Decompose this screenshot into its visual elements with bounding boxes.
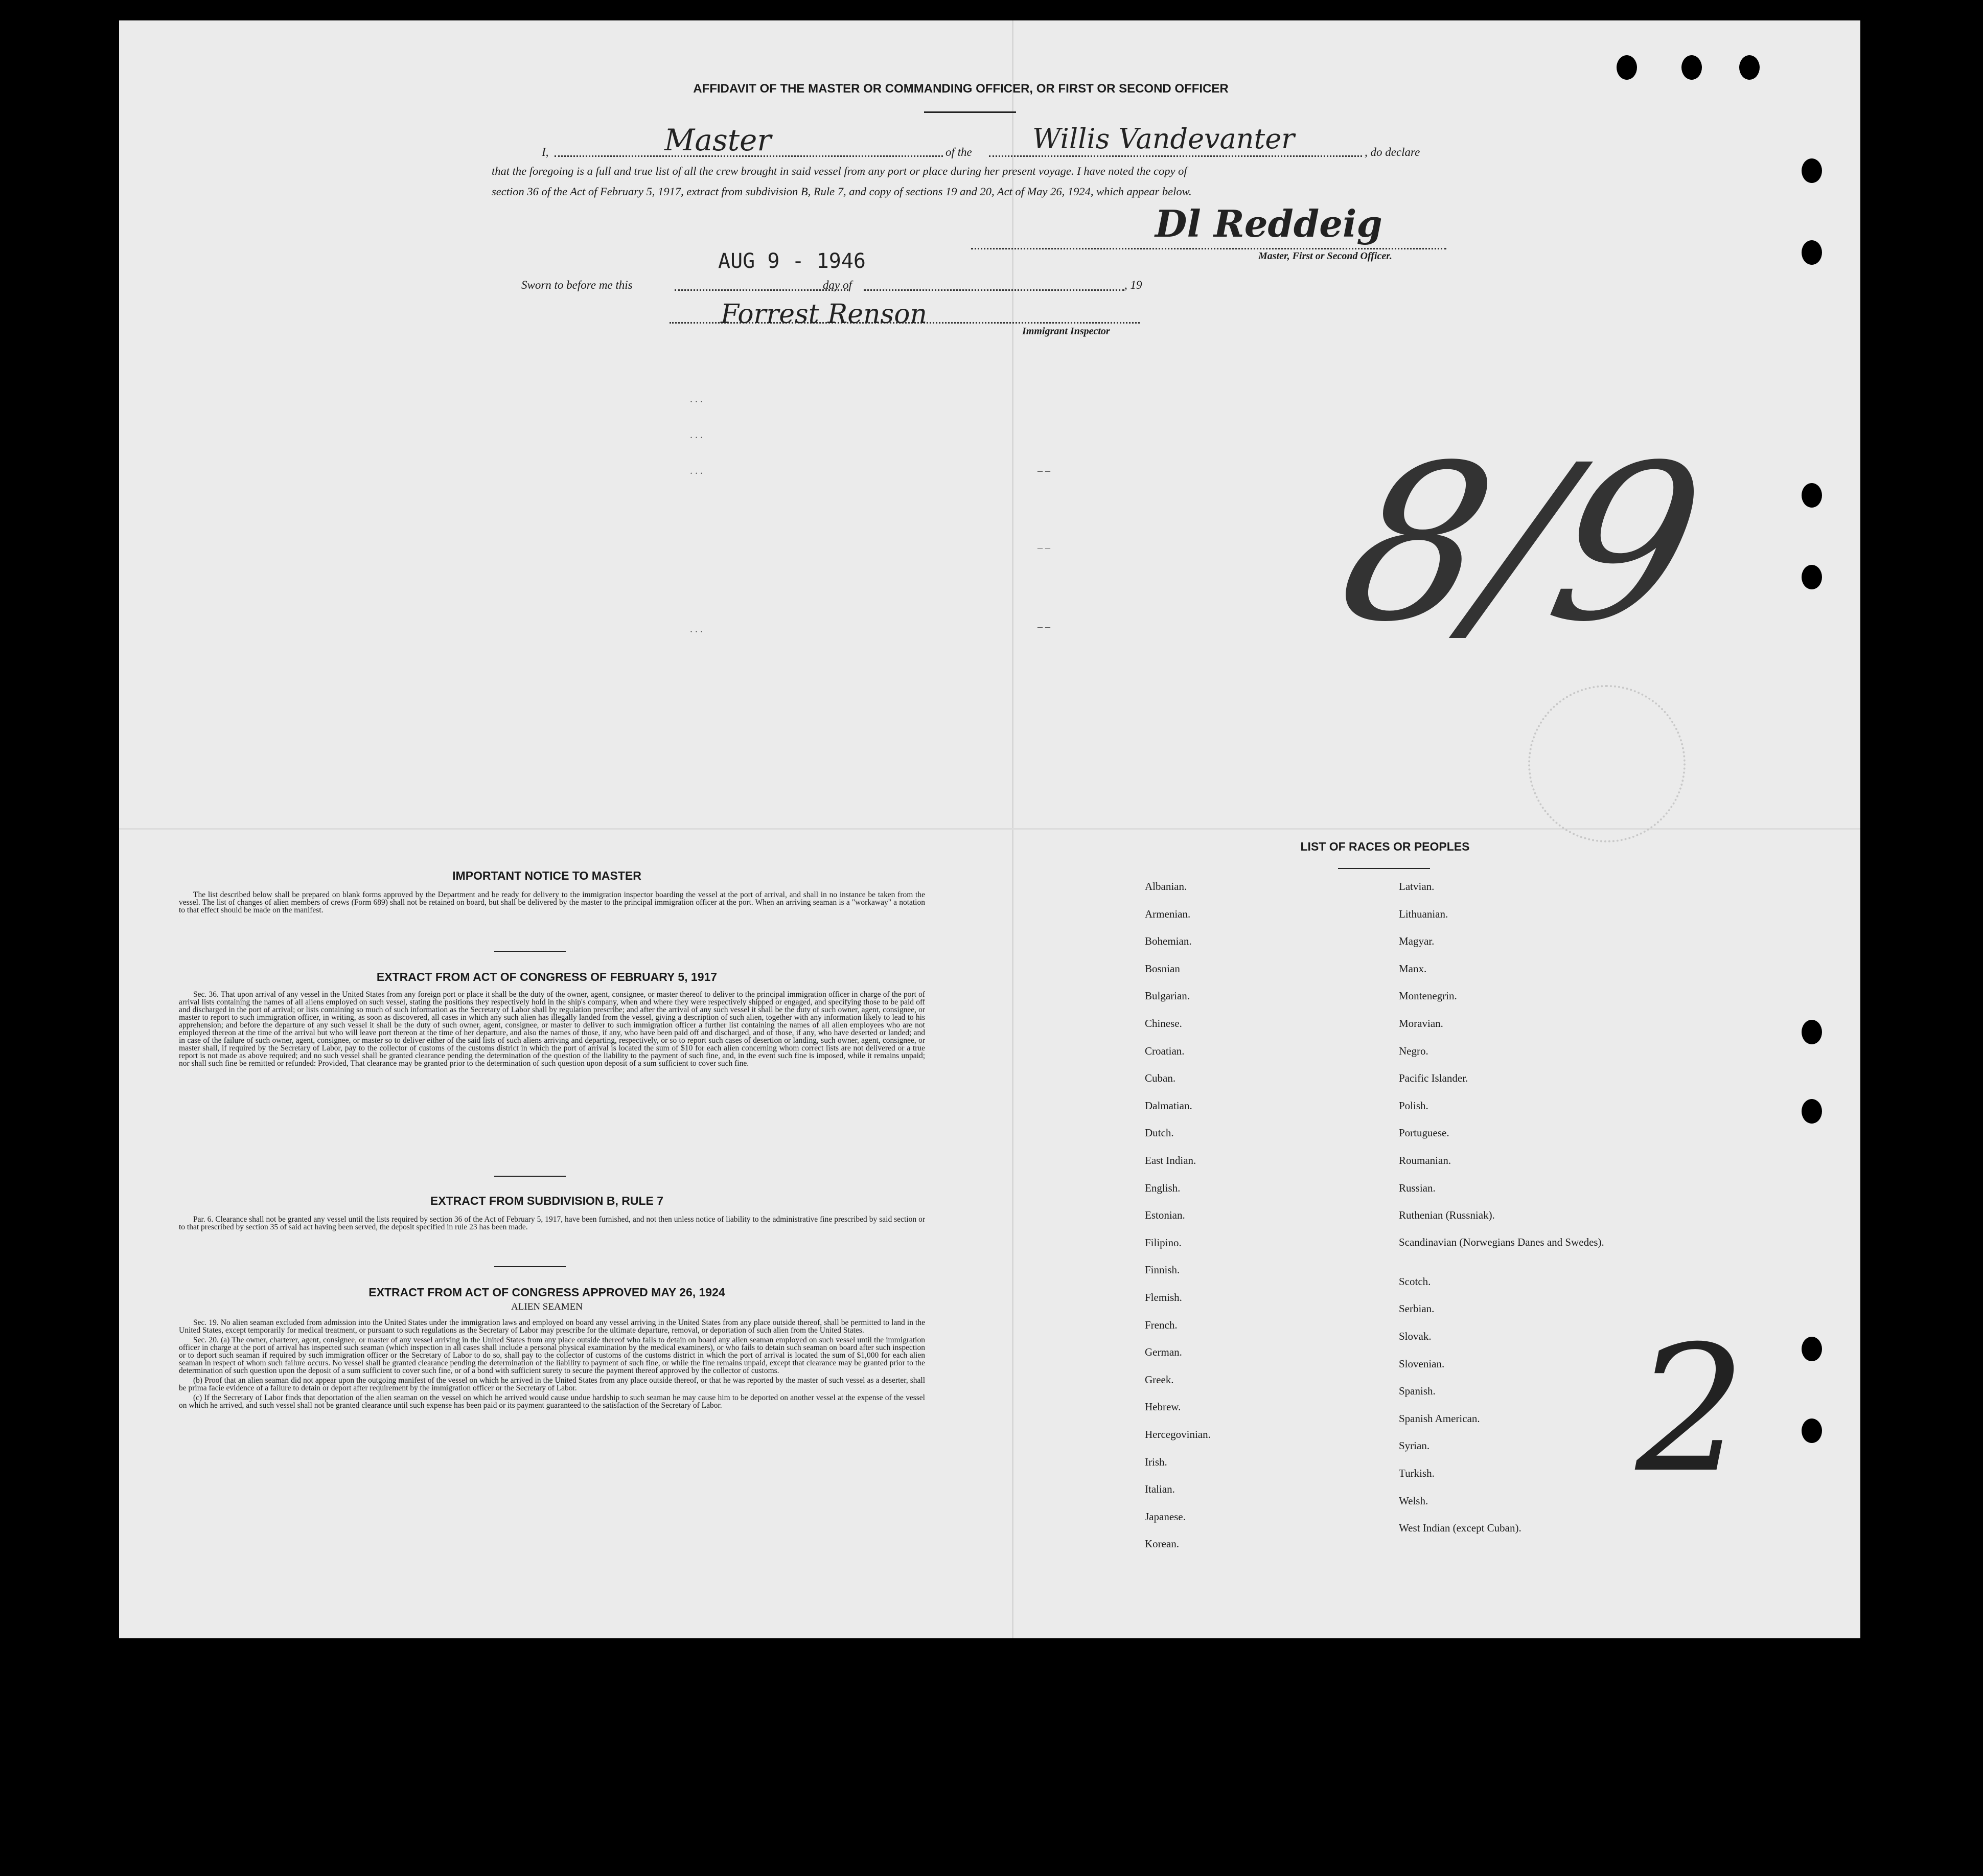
signature-caption: Master, First or Second Officer. xyxy=(1258,250,1392,262)
race-item: West Indian (except Cuban). xyxy=(1399,1522,1521,1535)
punch-hole xyxy=(1802,1419,1822,1443)
race-item: Dutch. xyxy=(1145,1127,1174,1139)
notice-text xyxy=(179,891,925,916)
race-item: Irish. xyxy=(1145,1455,1167,1468)
race-item: Ruthenian (Russniak). xyxy=(1399,1209,1495,1222)
sworn-label: Sworn to before me this xyxy=(521,279,633,291)
extract-1917-title: EXTRACT FROM ACT OF CONGRESS OF FEBRUARY 5, 1917 xyxy=(376,970,718,983)
title-rule xyxy=(924,111,1016,113)
master-signature-handwritten: Dl Reddeig xyxy=(1155,202,1382,245)
race-item: Estonian. xyxy=(1145,1209,1185,1222)
race-item: Scandinavian (Norwegians Danes and Swedes). xyxy=(1399,1236,1604,1248)
notice-paragraph: The list described below shall be prepared on blank forms approved by the Department and be ready for delivery to the immigration inspector boarding the vessel at the port of arrival, and shall in no instance be taken from the vessel. The list of changes of alien members of crews (Form 689) shall not be retained on board, but shall be delivered by the master to the principal immigration officer at the port. When an arriving seaman is a "workaway" a notation to that effect should be made on the manifest. xyxy=(179,890,925,914)
section-rule xyxy=(494,1266,566,1267)
race-item: Spanish. xyxy=(1399,1385,1436,1398)
punch-hole xyxy=(1802,1337,1822,1361)
faint-mark: . . . xyxy=(690,624,703,635)
race-item: Negro. xyxy=(1399,1044,1428,1057)
faint-mark: – – xyxy=(1037,621,1050,632)
punch-hole xyxy=(1802,1020,1822,1044)
handwritten-page-number: 2 xyxy=(1635,1309,1746,1511)
race-item: Chinese. xyxy=(1145,1017,1182,1029)
race-item: Russian. xyxy=(1399,1181,1436,1194)
alien-seamen-subtitle: ALIEN SEAMEN xyxy=(511,1301,583,1312)
race-item: Moravian. xyxy=(1399,1017,1443,1029)
race-item: Hercegovinian. xyxy=(1145,1428,1211,1440)
race-item: Polish. xyxy=(1399,1099,1428,1112)
race-item: Welsh. xyxy=(1399,1494,1428,1507)
par6-paragraph: Par. 6. Clearance shall not be granted any vessel until the lists required by section 36 of the Act of February 5, 1917, have been furnished, and not then unless notice of liability to the administrative fine prescribed by said section or to that prescribed by section 35 of said act having been served, the deposit specified in rule 23 has been made. xyxy=(179,1215,925,1231)
faded-seal xyxy=(1528,685,1686,842)
inspector-signature-handwritten: Forrest Renson xyxy=(721,299,928,330)
race-item: Slovenian. xyxy=(1399,1357,1445,1370)
race-item: Portuguese. xyxy=(1399,1127,1449,1139)
vessel-name-line xyxy=(989,155,1362,157)
race-item: English. xyxy=(1145,1181,1181,1194)
do-declare-label: , do declare xyxy=(1365,146,1420,158)
race-item: Pacific Islander. xyxy=(1399,1072,1468,1085)
race-item: Dalmatian. xyxy=(1145,1099,1192,1112)
race-item: Italian. xyxy=(1145,1483,1175,1496)
notice-title: IMPORTANT NOTICE TO MASTER xyxy=(452,869,641,882)
extract-1917-text xyxy=(179,991,925,1069)
race-item: Bosnian xyxy=(1145,962,1180,975)
declaration-i-label: I, xyxy=(542,146,549,158)
race-item: Lithuanian. xyxy=(1399,907,1448,920)
race-item: Syrian. xyxy=(1399,1439,1430,1452)
race-item: Serbian. xyxy=(1399,1302,1435,1315)
sworn-day-line xyxy=(675,289,848,291)
punch-hole xyxy=(1802,565,1822,589)
year-prefix: , 19 xyxy=(1124,279,1142,291)
race-item: Spanish American. xyxy=(1399,1412,1480,1425)
race-item: Greek. xyxy=(1145,1373,1174,1386)
punch-hole xyxy=(1802,158,1822,183)
sec20b-paragraph: (b) Proof that an alien seaman did not appear upon the outgoing manifest of the vessel on which he arrived in the United States from any place outside thereof, or that he was reported by the master of such vessel as a deserter, shall be prima facie evidence of a failure to detain or deport after requirement by the immigration officer or the Secretary of Labor. xyxy=(179,1376,925,1392)
race-item: Flemish. xyxy=(1145,1291,1182,1303)
sec36-paragraph: Sec. 36. That upon arrival of any vessel in the United States from any foreign port or place it shall be the duty of the owner, agent, consignee, or master thereof to deliver to the principal immigration officer in charge of the port of arrival lists containing the names of all aliens employed on such vessel, stating the positions they respectively hold in the ship's company, when and where they were respectively shipped or engaged, and specifying those to be paid off and discharged in the port of arrival; or lists containing so much of such information as the Secretary of Labor shall by regulation prescribe; and after the arrival of any such vessel it shall be the duty of such owner, agent, consignee, or master to report to such immigration officer, in writing, as soon as discovered, all cases in which any such alien has illegally landed from the vessel, giving a description of such alien, together with any information likely to lead to his apprehension; and before the departure of any such vessel it shall be the duty of such owner, agent, consignee, or master to deliver to such immigration officer a further list containing the names of all alien employees who are not employed thereon at the time of the arrival but who will leave port thereon at the time of her departure, and also the names of those, if any, who have been paid off and discharged, and of those, if any, who have deserted or landed; and in case of the failure of such owner, agent, consignee, or master so to deliver either of the said lists of such aliens arriving and departing, respectively, or so to report such cases of desertion or landing, such owner, agent, consignee, or master shall, if required by the Secretary of Labor, pay to the collector of customs of the customs district in which the port of arrival is located the sum of $10 for each alien concerning whom correct lists are not delivered or a true report is not made as above required; and no such vessel shall be granted clearance pending the determination of the question of the liability to the payment of such fine, and, in the event such fine is imposed, while it remains unpaid; nor shall such fine be remitted or refunded: Provided, That clearance may be granted prior to the determination of such question upon deposit of a sum sufficient to cover such fine. xyxy=(179,990,925,1068)
extract-1924-text xyxy=(179,1319,925,1411)
master-title-handwritten: Master xyxy=(664,123,772,157)
race-item: East Indian. xyxy=(1145,1154,1196,1166)
race-item: German. xyxy=(1145,1346,1182,1359)
race-item: Japanese. xyxy=(1145,1510,1186,1523)
sec20a-paragraph: Sec. 20. (a) The owner, charterer, agent, consignee, or master of any vessel arriving in the United States from any place outside thereof who fails to detain on board any alien seaman employed on such vessel until the immigration officer in charge at the port of arrival has inspected such seaman (which inspection in all cases shall include a personal physical examination by the medical examiners), or who fails to detain such seaman on board after such inspection or to deport such seaman if required by such immigration officer or the Secretary of Labor to do so, shall pay to the collector of customs of the customs district in which the port of arrival is located the sum of $1,000 for each alien seaman in respect of whom such failure occurs. No vessel shall be granted clearance pending the determination of the liability to payment of such fine, or while the fine remains unpaid, except that clearance may be granted prior to the determination of such question upon the deposit of a sum sufficient to cover such fine, or of a bond with sufficient surety to secure the payment thereof approved by the collector of customs. xyxy=(179,1336,925,1375)
race-item: Hebrew. xyxy=(1145,1401,1181,1413)
date-stamp: AUG 9 - 1946 xyxy=(718,249,866,273)
extract-1924-title: EXTRACT FROM ACT OF CONGRESS APPROVED MAY 26, 1924 xyxy=(368,1286,725,1299)
race-item: Albanian. xyxy=(1145,880,1187,893)
punch-hole xyxy=(1802,240,1822,265)
faint-mark: . . . xyxy=(690,429,703,441)
rule-7-title: EXTRACT FROM SUBDIVISION B, RULE 7 xyxy=(430,1194,664,1207)
declaration-line-3: section 36 of the Act of February 5, 1917, extract from subdivision B, Rule 7, and copy of sections 19 and 20, Act of May 26, 1924, which appear below. xyxy=(492,185,1192,198)
race-item: Armenian. xyxy=(1145,907,1191,920)
race-item: Roumanian. xyxy=(1399,1154,1451,1166)
races-title: LIST OF RACES OR PEOPLES xyxy=(1300,840,1470,853)
section-rule xyxy=(494,951,566,952)
punch-hole xyxy=(1739,55,1760,80)
punch-hole xyxy=(1802,483,1822,508)
rule-7-text xyxy=(179,1216,925,1233)
sec20c-paragraph: (c) If the Secretary of Labor finds that deportation of the alien seaman on the vessel on which he arrived would cause undue hardship to such seaman he may cause him to be deported on another vessel at the expense of the vessel on which he arrived, and such vessel shall not be granted clearance until such expense has been paid or its payment guaranteed to the satisfaction of the Secretary of Labor. xyxy=(179,1393,925,1410)
sec19-paragraph: Sec. 19. No alien seaman excluded from admission into the United States under the immigration laws and employed on board any vessel arriving in the United States from any place outside thereof, shall be permitted to land in the United States, except temporarily for medical treatment, or pursuant to such regulations as the Secretary of Labor may prescribe for the ultimate departure, removal, or deportation of such alien from the United States. xyxy=(179,1318,925,1335)
race-item: Filipino. xyxy=(1145,1236,1182,1249)
race-item: Manx. xyxy=(1399,962,1427,975)
day-of-label: day of xyxy=(823,279,852,291)
faint-mark: . . . xyxy=(690,394,703,405)
affidavit-title: AFFIDAVIT OF THE MASTER OR COMMANDING OFFICER, OR FIRST OR SECOND OFFICER xyxy=(693,82,1229,96)
of-the-label: of the xyxy=(946,146,972,158)
declaration-line-2: that the foregoing is a full and true list of all the crew brought in said vessel from any port or place during her present voyage. I have noted the copy of xyxy=(492,165,1187,177)
vessel-name-handwritten: Willis Vandevanter xyxy=(1032,123,1295,155)
race-item: Bulgarian. xyxy=(1145,990,1190,1002)
race-item: Cuban. xyxy=(1145,1072,1176,1085)
race-item: Montenegrin. xyxy=(1399,990,1457,1002)
race-item: French. xyxy=(1145,1318,1178,1331)
races-title-rule xyxy=(1338,868,1430,869)
inspector-caption: Immigrant Inspector xyxy=(1022,326,1110,337)
race-item: Croatian. xyxy=(1145,1044,1185,1057)
race-item: Korean. xyxy=(1145,1538,1180,1550)
race-item: Slovak. xyxy=(1399,1330,1432,1342)
race-item: Turkish. xyxy=(1399,1467,1435,1479)
race-item: Scotch. xyxy=(1399,1275,1431,1288)
faint-mark: – – xyxy=(1037,542,1050,553)
race-item: Finnish. xyxy=(1145,1264,1180,1276)
sworn-month-line xyxy=(864,289,1124,291)
signature-line xyxy=(971,248,1446,249)
handwritten-page-fraction: 8/9 xyxy=(1323,419,1721,669)
race-item: Magyar. xyxy=(1399,935,1435,948)
punch-hole xyxy=(1802,1099,1822,1124)
faint-mark: – – xyxy=(1037,465,1050,476)
punch-hole xyxy=(1617,55,1637,80)
faint-mark: . . . xyxy=(690,465,703,476)
section-rule xyxy=(494,1176,566,1177)
race-item: Bohemian. xyxy=(1145,935,1192,948)
race-item: Latvian. xyxy=(1399,880,1435,893)
punch-hole xyxy=(1681,55,1702,80)
